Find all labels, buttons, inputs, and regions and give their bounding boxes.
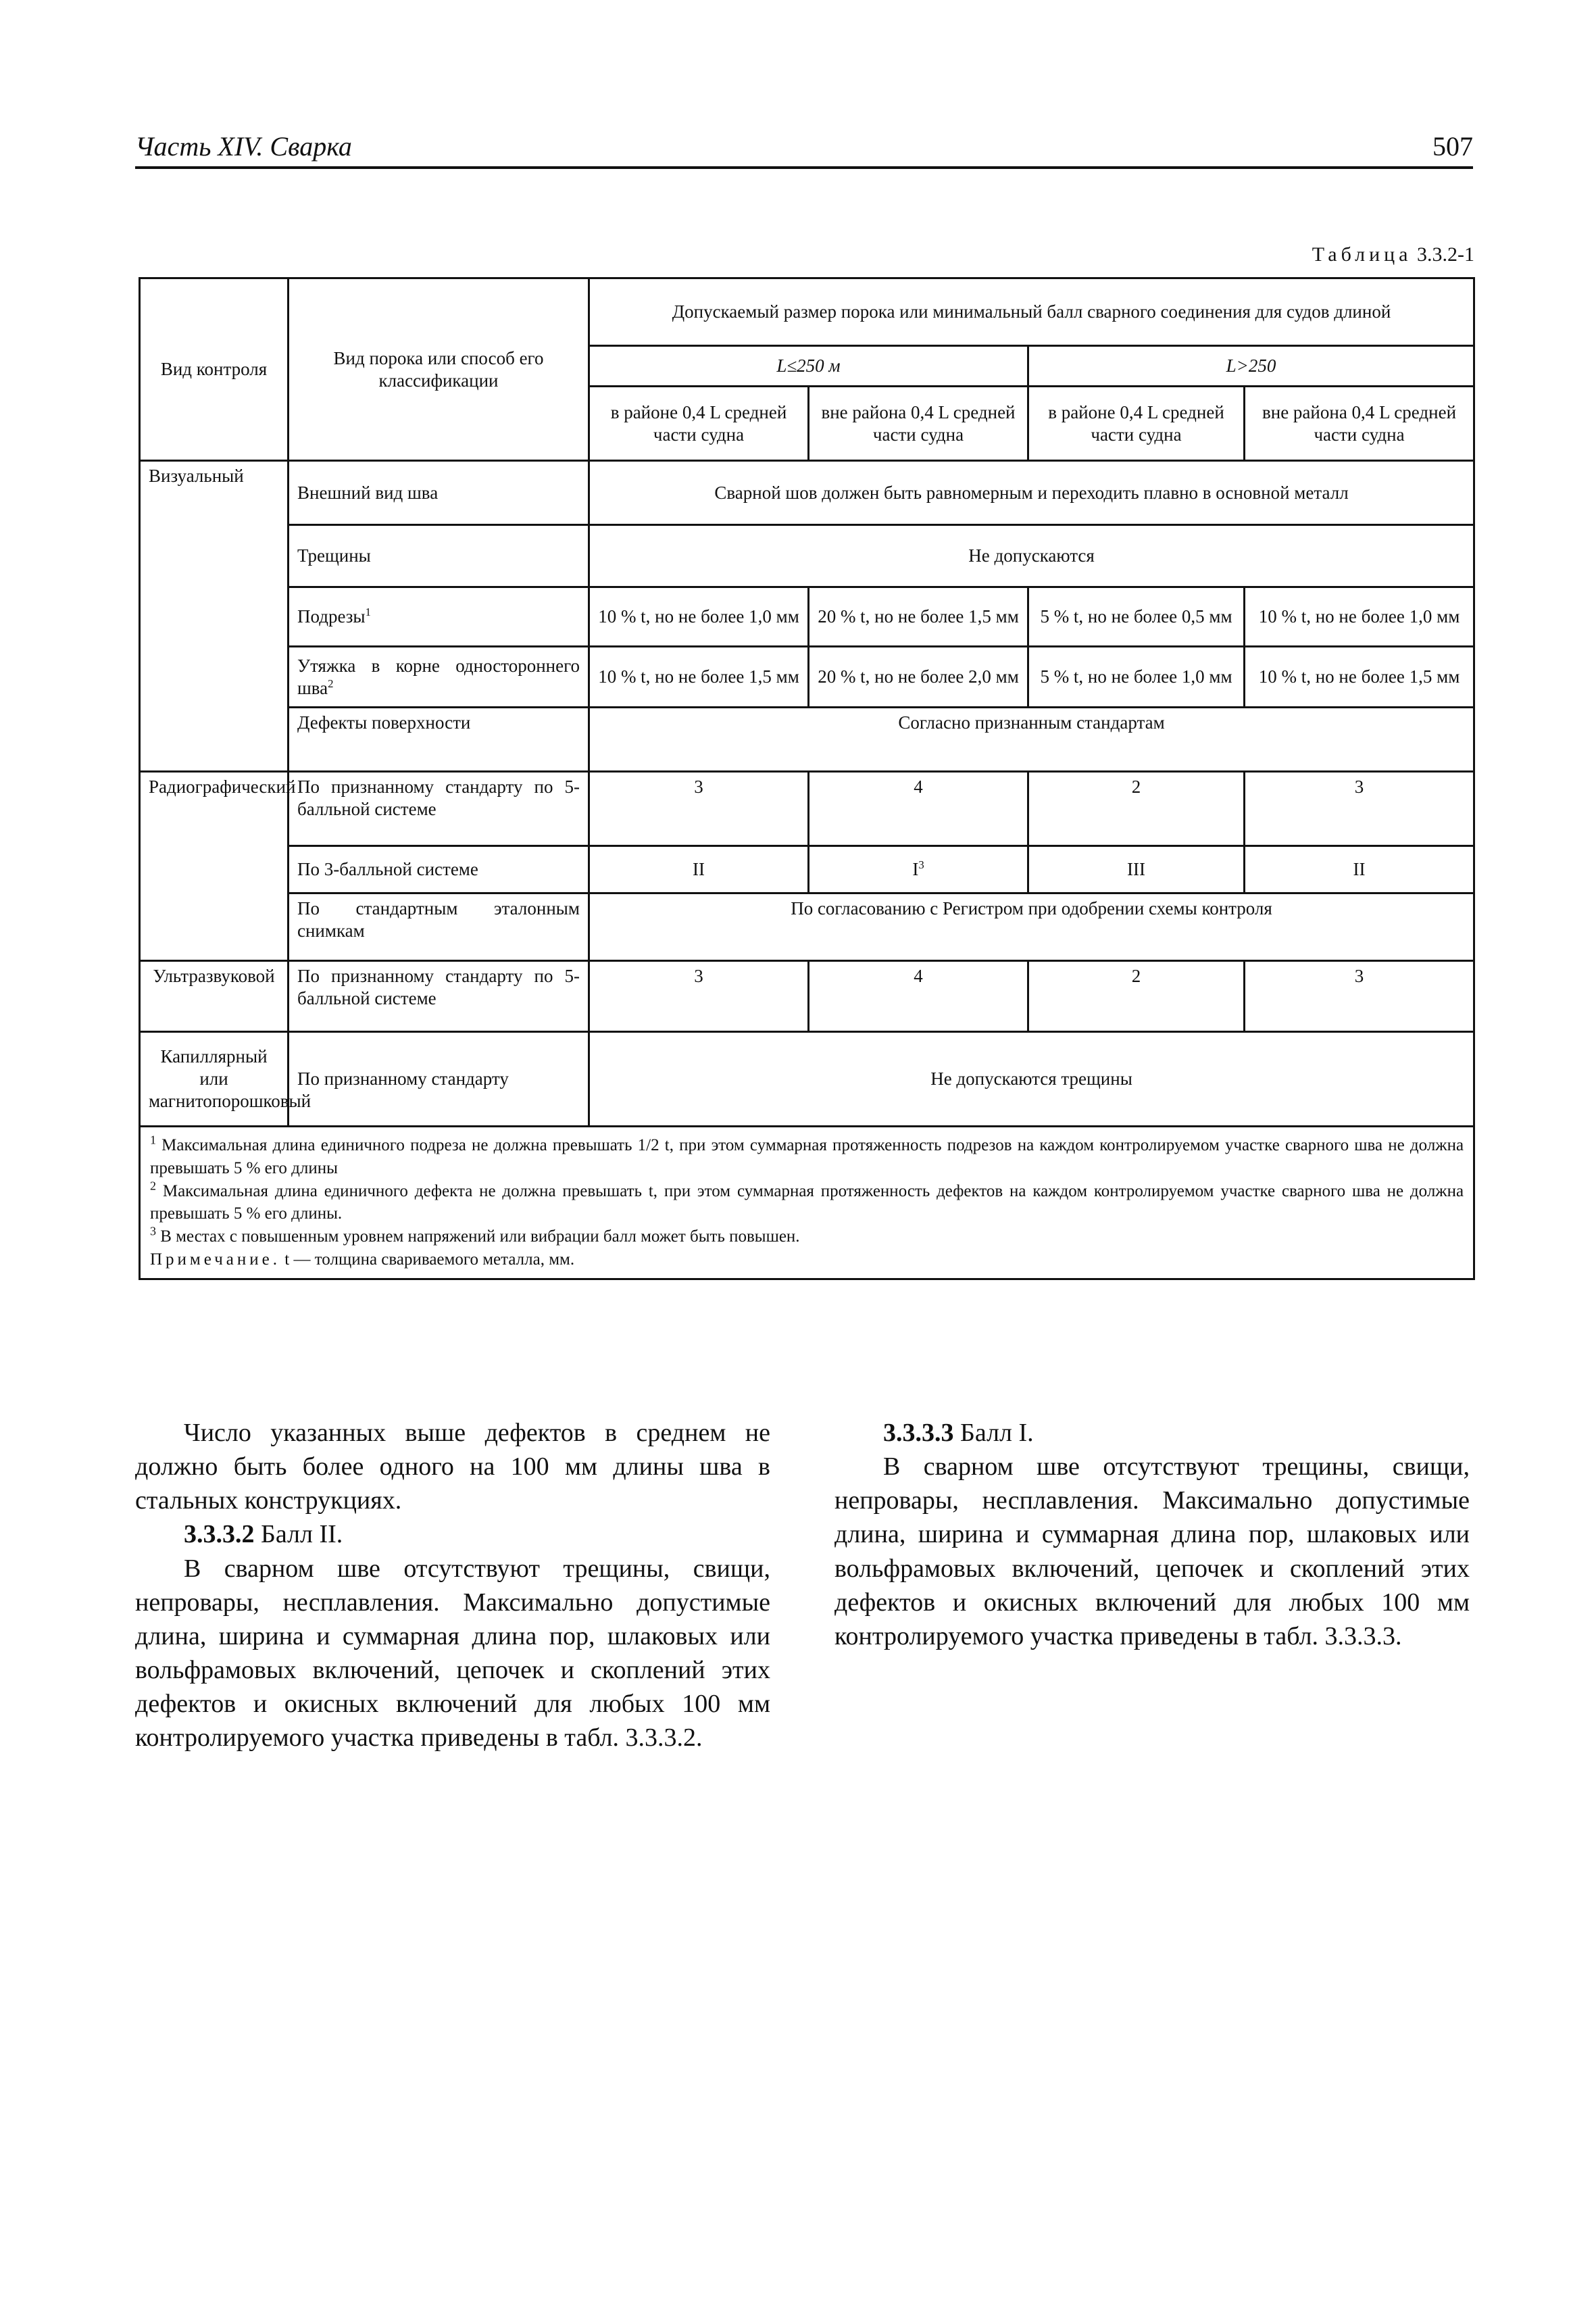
table-row xyxy=(140,587,1474,647)
row-value: 2 xyxy=(1028,961,1245,1032)
row-value: 3 xyxy=(589,772,809,846)
row-label: По признанному стандарту xyxy=(289,1032,589,1127)
row-label: Подрезы$^1$ xyxy=(289,587,589,647)
weld-defects-table xyxy=(139,277,1475,1280)
table-head-row xyxy=(140,278,1474,346)
section-heading-3-3-3-2: 3.3.3.2 Балл II. xyxy=(184,1520,343,1549)
head-sub-4: вне района 0,4 L средней части судна xyxy=(1245,387,1474,461)
head-sub-1: в районе 0,4 L средней части судна xyxy=(589,387,809,461)
row-value: По согласованию с Регистром при одобрении схемы контроля xyxy=(589,893,1474,961)
body-column-right xyxy=(834,1416,1470,1653)
row-value: 5 % t, но не более 1,0 мм xyxy=(1028,647,1245,708)
table-note: Примечание. t — толщина свариваемого металла, мм. xyxy=(150,1250,575,1269)
row-value: II xyxy=(589,846,809,893)
table-footnotes xyxy=(140,1127,1474,1279)
footnote-2: $^2$ Максимальная длина единичного дефекта не должна превышать t, при этом суммарная протяженность дефектов на каждом контролируемом участке сварного шва не должна превышать 5 % его длины. xyxy=(150,1179,1464,1223)
footnote-3: $^3$ В местах с повышенным уровнем напряжений или вибрации балл может быть повышен. xyxy=(150,1224,800,1246)
row-value: Не допускаются трещины xyxy=(589,1032,1474,1127)
section-heading-3-3-3-3: 3.3.3.3 Балл I. xyxy=(883,1419,1034,1447)
row-label: По 3-балльной системе xyxy=(289,846,589,893)
row-value: 10 % t, но не более 1,0 мм xyxy=(589,587,809,647)
row-value: 4 xyxy=(809,772,1028,846)
row-value: Не допускаются xyxy=(589,525,1474,587)
table-row xyxy=(140,708,1474,772)
head-sub-2: вне района 0,4 L средней части судна xyxy=(809,387,1028,461)
row-label: Внешний вид шва xyxy=(289,461,589,525)
table-row xyxy=(140,1032,1474,1127)
table-row xyxy=(140,961,1474,1032)
table-row xyxy=(140,893,1474,961)
row-value: 4 xyxy=(809,961,1028,1032)
footnote-1: $^1$ Максимальная длина единичного подреза не должна превышать 1/2 t, при этом суммарная протяженность подрезов на каждом контролируемом участке сварного шва не должна превышать 5 % его длины xyxy=(150,1133,1464,1177)
page-number: 507 xyxy=(1432,131,1473,162)
row-value: II xyxy=(1245,846,1474,893)
head-sub-3: в районе 0,4 L средней части судна xyxy=(1028,387,1245,461)
row-value: 3 xyxy=(1245,772,1474,846)
row-value: 10 % t, но не более 1,5 мм xyxy=(589,647,809,708)
row-value: 20 % t, но не более 1,5 мм xyxy=(809,587,1028,647)
running-header xyxy=(135,128,1473,169)
table-row xyxy=(140,525,1474,587)
paragraph: В сварном шве отсутствуют трещины, свищи, непровары, несплавления. Максимально допустимые длина, ширина и суммарная длина пор, шлаковых или вольфрамовых включений, цепочек и скоплений этих дефектов и окисных включений для любых 100 мм контролируемого участка приведены в табл. 3.3.3.2. xyxy=(135,1554,770,1752)
row-label: По признанному стандарту по 5-балльной системе xyxy=(289,772,589,846)
table-caption-number: 3.3.2-1 xyxy=(1417,243,1474,266)
table-caption-word: Таблица xyxy=(1312,243,1412,266)
table-row xyxy=(140,461,1474,525)
row-label: Дефекты поверхности xyxy=(289,708,589,772)
row-value: 5 % t, но не более 0,5 мм xyxy=(1028,587,1245,647)
row-value: 10 % t, но не более 1,0 мм xyxy=(1245,587,1474,647)
method-capillary: Капиллярный или магнитопорошковый xyxy=(140,1032,289,1127)
row-value: $I^3$ xyxy=(809,846,1028,893)
head-length-group-2: L>250 xyxy=(1028,346,1474,387)
paragraph: Число указанных выше дефектов в среднем не должно быть более одного на 100 мм длины шва в стальных конструкциях. xyxy=(135,1419,770,1515)
row-label: По стандартным эталонным снимкам xyxy=(289,893,589,961)
head-length-group-1: L≤250 м xyxy=(589,346,1028,387)
row-value: 2 xyxy=(1028,772,1245,846)
row-value: Согласно признанным стандартам xyxy=(589,708,1474,772)
head-control-type: Вид контроля xyxy=(140,278,289,461)
table-caption xyxy=(1312,243,1474,266)
row-value: III xyxy=(1028,846,1245,893)
row-value: Сварной шов должен быть равномерным и переходить плавно в основной металл xyxy=(589,461,1474,525)
table-row xyxy=(140,772,1474,846)
row-label: Трещины xyxy=(289,525,589,587)
table-row xyxy=(140,846,1474,893)
table-footnotes-row xyxy=(140,1127,1474,1279)
method-visual: Визуальный xyxy=(140,461,289,772)
row-value: 10 % t, но не более 1,5 мм xyxy=(1245,647,1474,708)
paragraph: В сварном шве отсутствуют трещины, свищи, непровары, несплавления. Максимально допустимые длина, ширина и суммарная длина пор, шлаковых или вольфрамовых включений, цепочек и скоплений этих дефектов и окисных включений для любых 100 мм контролируемого участка приведены в табл. 3.3.3.3. xyxy=(834,1452,1470,1650)
head-allowable-size: Допускаемый размер порока или минимальный балл сварного соединения для судов длиной xyxy=(589,278,1474,346)
row-value: 3 xyxy=(1245,961,1474,1032)
row-value: 3 xyxy=(589,961,809,1032)
table-row xyxy=(140,647,1474,708)
section-title: Часть XIV. Сварка xyxy=(135,131,352,162)
row-label: По признанному стандарту по 5-балльной системе xyxy=(289,961,589,1032)
row-value: 20 % t, но не более 2,0 мм xyxy=(809,647,1028,708)
method-radiographic: Радиографический xyxy=(140,772,289,961)
method-ultrasonic: Ультразвуковой xyxy=(140,961,289,1032)
row-label: Утяжка в корне одностороннего шва$^2$ xyxy=(289,647,589,708)
head-defect-type: Вид порока или способ его классификации xyxy=(289,278,589,461)
body-column-left xyxy=(135,1416,770,1755)
